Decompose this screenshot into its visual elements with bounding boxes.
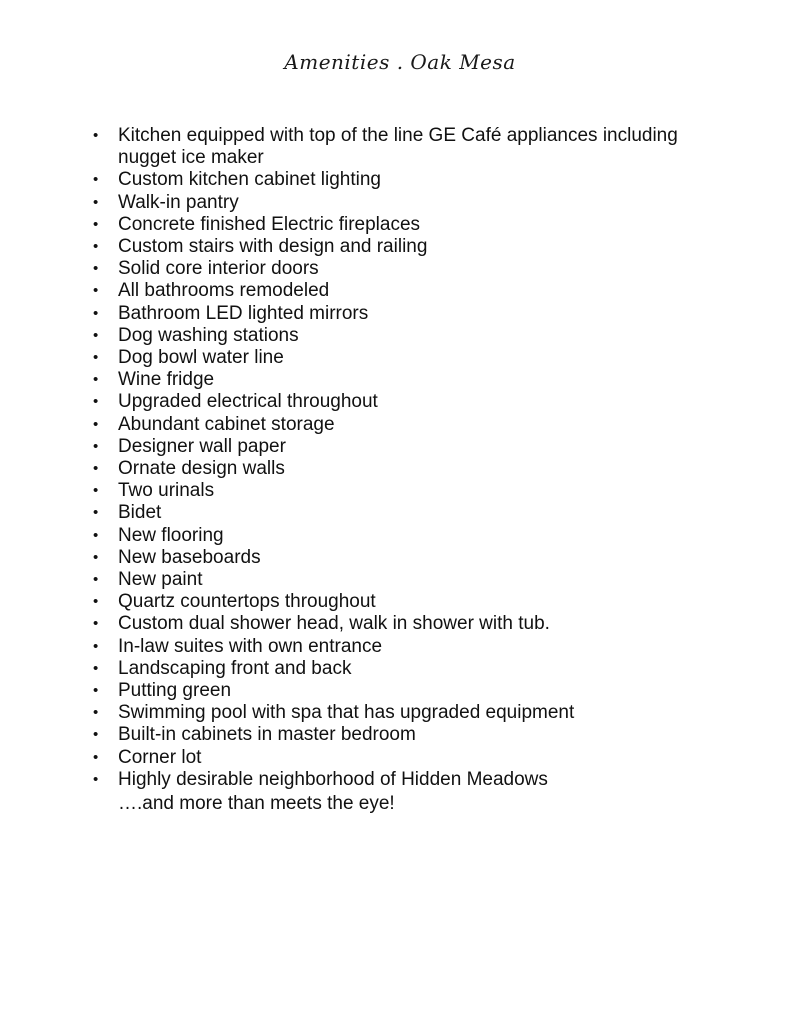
list-item-text: Two urinals [118,480,215,502]
list-item-text: Custom dual shower head, walk in shower with tub. [118,613,550,635]
list-item [90,169,730,191]
list-item-text: In-law suites with own entrance [118,635,383,657]
bullet-icon: • [93,171,99,189]
list-item-text: Concrete finished Electric fireplaces [118,213,421,235]
list-item [90,325,730,347]
list-item [90,280,730,302]
list-item [90,702,730,724]
bullet-icon: • [93,659,99,677]
list-item [90,125,730,169]
bullet-icon: • [93,748,99,766]
bullet-icon: • [93,504,99,522]
list-item-text: Dog bowl water line [118,347,284,369]
list-item-text: Solid core interior doors [118,258,319,280]
list-item-text: Swimming pool with spa that has upgraded equipment [118,702,575,724]
list-item-text: Quartz countertops throughout [118,591,376,613]
list-item-text: Putting green [118,680,232,702]
bullet-icon: • [93,704,99,722]
bullet-icon: • [93,593,99,611]
bullet-icon: • [93,682,99,700]
list-item [90,680,730,702]
bullet-icon: • [93,615,99,633]
list-item [90,724,730,746]
list-item-text: Bidet [118,502,162,524]
list-item-text: Highly desirable neighborhood of Hidden Meadows [118,768,548,790]
list-item [90,258,730,280]
list-item [90,347,730,369]
list-item [90,525,730,547]
list-item [90,547,730,569]
bullet-icon: • [93,726,99,744]
list-item [90,569,730,591]
list-item [90,480,730,502]
bullet-icon: • [93,371,99,389]
list-item [90,236,730,258]
list-item-text: All bathrooms remodeled [118,280,330,302]
list-item [90,369,730,391]
bullet-icon: • [93,349,99,367]
list-item-text: Custom kitchen cabinet lighting [118,169,381,191]
list-item [90,214,730,236]
list-item [90,658,730,680]
list-item-text: Ornate design walls [118,458,285,480]
bullet-icon: • [93,238,99,256]
bullet-icon: • [93,193,99,211]
page-title: Amenities . Oak Mesa [284,50,516,74]
list-item-text: Built-in cabinets in master bedroom [118,724,416,746]
bullet-icon: • [93,326,99,344]
bullet-icon: • [93,460,99,478]
list-item [90,769,730,791]
list-item-text: New baseboards [118,546,261,568]
bullet-icon: • [93,526,99,544]
list-item [90,458,730,480]
list-item-text: Corner lot [118,746,202,768]
list-item-text: Custom stairs with design and railing [118,236,428,258]
list-item-text: New paint [118,569,203,591]
list-item-text: New flooring [118,524,224,546]
list-item-text: Abundant cabinet storage [118,413,335,435]
list-item [90,613,730,635]
bullet-icon: • [93,437,99,455]
list-item-text: Kitchen equipped with top of the line GE Café appliances including nugget ice maker [118,125,678,169]
list-item [90,303,730,325]
bullet-icon: • [93,393,99,411]
list-item [90,747,730,769]
bullet-icon: • [93,304,99,322]
bullet-icon: • [93,215,99,233]
closing-line: ….and more than meets the eye! [118,793,395,814]
bullet-icon: • [93,482,99,500]
list-item-text: Landscaping front and back [118,657,352,679]
list-item-text: Wine fridge [118,369,215,391]
list-item-text: Bathroom LED lighted mirrors [118,302,369,324]
list-item [90,192,730,214]
bullet-icon: • [93,260,99,278]
list-item-text: Walk-in pantry [118,191,239,213]
list-item [90,436,730,458]
list-item [90,591,730,613]
list-item [90,502,730,524]
list-item-text: Dog washing stations [118,324,299,346]
bullet-icon: • [93,282,99,300]
list-item-text: Designer wall paper [118,435,286,457]
bullet-icon: • [93,127,99,144]
list-item [90,636,730,658]
bullet-icon: • [93,770,99,788]
bullet-icon: • [93,637,99,655]
bullet-icon: • [93,571,99,589]
list-item [90,391,730,413]
amenities-list [90,125,730,791]
list-item-text: Upgraded electrical throughout [118,391,378,413]
list-item [90,414,730,436]
bullet-icon: • [93,548,99,566]
bullet-icon: • [93,415,99,433]
